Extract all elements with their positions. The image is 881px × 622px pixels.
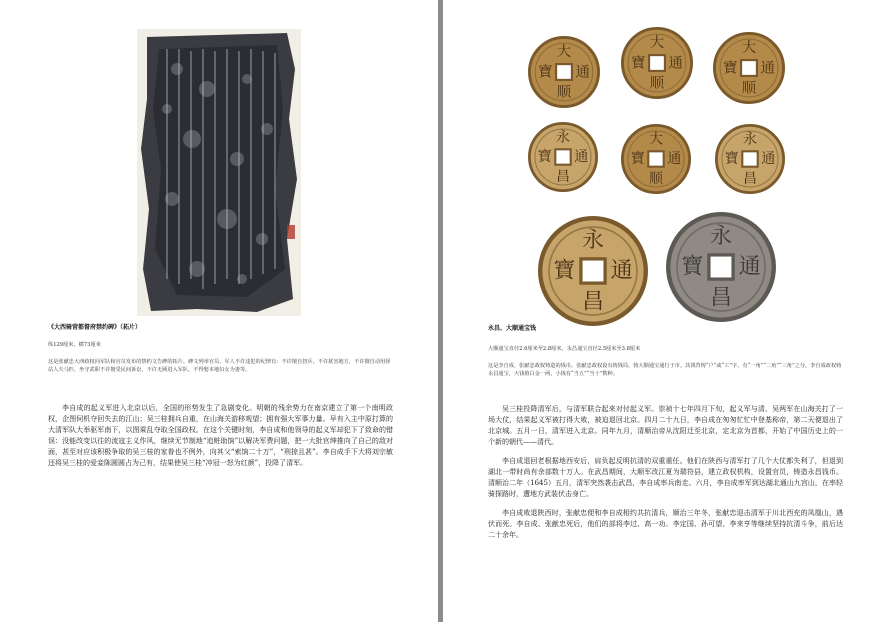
coin-character: 通: [668, 55, 683, 72]
coin-character: 寶: [553, 258, 576, 284]
coin-character: 通: [667, 151, 682, 168]
coin-character: 昌: [743, 170, 757, 187]
right-page: [443, 0, 881, 622]
paragraph: 李自成退回老根据地西安后，肩负起反明抗清的双重重任。他们在陕西与清军打了几个大仗都失利了，但退到湖北一带时尚有余部数十万人。在武昌期间，大顺军改江夏为瑞符县，建立政权机构，设置官员，铸造永昌钱币。清顺治二年（1645）五月，清军突然袭击武昌，李自成率兵南走。六月，李自成率军到达湖北通山九宫山，在率轻骑探路时，遭地方武装伏击身亡。: [488, 457, 843, 498]
coin-dashun: [528, 36, 600, 108]
coin-character: 通: [760, 60, 775, 77]
paragraph: 李自成的起义军进入北京以后，全国的形势发生了急剧变化。明朝的残余势力在南京建立了第一个南明政权，企图伺机夺回失去的江山；吴三桂拥兵自重，在山海关游移观望；拥有强大军事力量、早有入主中原打算的大清军队大举驱军南下，以图乘乱夺取全国政权。在这个关键时刻，李自成和他领导的起义军却犯下了致命的错误：没能改变以往的流寇主义作风，继续无节制地“追赃助饷”以解决军费问题，把一大批官绅推向了自己的敌对面，甚至对应该积极争取的吴三桂的家眷也不例外，向其父“索饷二十万”，“刑掠且甚”。李自成手下大将刘宗敏还将吴三桂的爱妾陈圆圆占为己有，结果使吴三桂“冲冠一怒为红颜”，投降了清军。: [48, 404, 393, 467]
coin-yongchang: [666, 212, 776, 322]
coin-dashun: [621, 27, 693, 99]
coin-character: 昌: [709, 285, 733, 311]
coin-character: 寶: [538, 64, 553, 81]
coin-character: 通: [610, 258, 633, 284]
coin-character: 顺: [649, 170, 663, 187]
coin-character: 通: [574, 149, 589, 166]
image-caption: 永昌、大顺通宝钱: [488, 325, 537, 332]
coin-character: 永: [743, 131, 757, 148]
coin-character: 顺: [741, 80, 757, 97]
coin-character: 大: [556, 44, 572, 61]
coin-character: 寶: [681, 254, 704, 280]
coin-character: 永: [709, 223, 733, 249]
coin-yongchang: [538, 216, 648, 326]
coin-character: 大: [649, 131, 663, 148]
coin-character: 昌: [556, 168, 570, 185]
body-text: [48, 403, 393, 477]
paragraph: 李自成败退陕西时，张献忠便和李自成相约共抗清兵，顺治三年冬，张献忠迎击清军于川北西充的凤凰山，遇伏而死。李自成、张献忠死后，他们的部将李过、高一功、李定国、孙可望、李来亨等继续坚持抗清斗争，前后达二十余年。: [488, 509, 843, 539]
image-description: 这是李自成、张献忠政权铸造的钱币。张献忠政权设有铸钱局，铸大顺通宝通行于市。其钱背铸“户”或“工”字，有“一角”“二角”“三角”之分。李自成政权铸永昌通宝，大钱值白金一两，小钱有“当五”“当十”数种。: [488, 363, 842, 377]
coin-character: 大: [741, 40, 757, 57]
image-size-note: 大顺通宝直径2.6厘米至2.8厘米，永昌通宝直径2.5厘米至3.8厘米: [488, 346, 641, 352]
paragraph: 吴三桂投降清军后，与清军联合起来对付起义军。崇祯十七年四月下旬，起义军与清、吴两军在山海关打了一场大仗，结果起义军被打得大败，被迫退回北京。四月二十九日，李自成在匆匆忙忙中登基称帝，第二天便退出了北京城。五月一日，清军进入北京。同年九月，清顺治帝从沈阳迁至北京，定北京为首都，开始了中国历史上的一个新的朝代——清代。: [488, 405, 843, 446]
coin-character: 寶: [631, 55, 646, 72]
coin-dashun: [713, 32, 785, 104]
stele-rubbing-image: [137, 29, 301, 316]
coin-character: 永: [556, 129, 570, 146]
coin-character: 大: [649, 35, 665, 52]
image-size-note: 纵129厘米，横73厘米: [48, 342, 101, 348]
left-page: [0, 0, 438, 622]
coin-yongchang: [528, 122, 598, 192]
coin-character: 通: [761, 151, 776, 168]
coin-character: 顺: [649, 75, 665, 92]
body-text: [488, 404, 843, 549]
coin-yongchang: [715, 124, 785, 194]
coin-character: 永: [581, 227, 605, 253]
coin-character: 通: [575, 64, 590, 81]
coin-character: 寶: [630, 151, 645, 168]
coin-dashun: [621, 124, 691, 194]
coin-character: 通: [738, 254, 761, 280]
coin-character: 寶: [537, 149, 552, 166]
coin-character: 寶: [723, 60, 738, 77]
image-description: 这是张献忠大西政权向军队和官员发布的禁约文告碑的拓片。碑文列举官员、军人不许违犯的纪律有：不许擅自扭兵，不许扰害地方，不许擅自动用驿站人夫马匹，坐守武职不许擅受民间诉讼，不许无顾进入军队，不得娶本地妇女为妻等。: [48, 359, 391, 373]
coin-character: 昌: [581, 289, 605, 315]
coin-character: 寶: [724, 151, 739, 168]
image-caption: 《大西骑营都督府禁约碑》（拓片）: [48, 324, 142, 331]
coin-character: 顺: [556, 84, 572, 101]
